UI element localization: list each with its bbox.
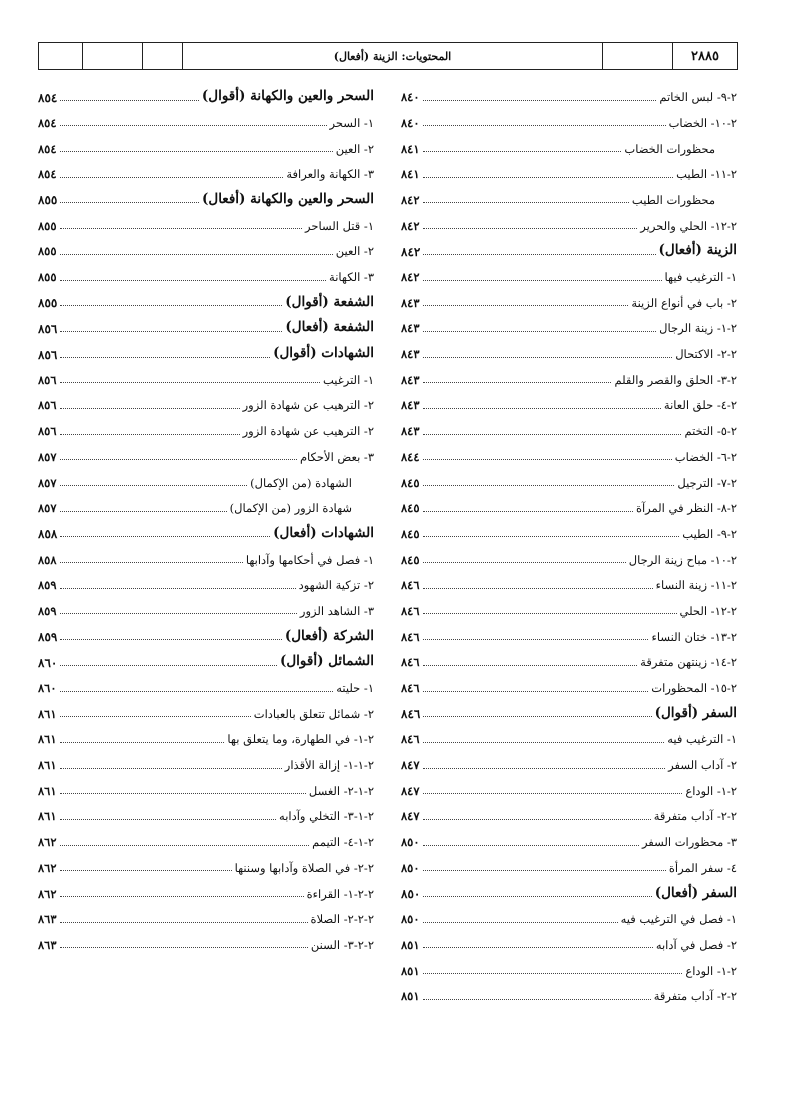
toc-entry bbox=[401, 540, 737, 566]
dot-leader bbox=[423, 382, 612, 383]
toc-entry-label: ٣- الكهانة bbox=[329, 270, 374, 284]
toc-entry bbox=[401, 926, 737, 952]
dot-leader bbox=[60, 896, 304, 897]
toc-entry-page: ٨٥٠ bbox=[401, 835, 420, 850]
toc-entry bbox=[38, 129, 374, 155]
toc-entry-label: محظورات الطيب bbox=[631, 192, 715, 207]
toc-entry bbox=[401, 849, 737, 875]
dot-leader bbox=[423, 305, 629, 306]
toc-entry bbox=[38, 592, 374, 618]
toc-entry-label: ١- الترغيب فيه bbox=[667, 732, 737, 747]
dot-leader bbox=[60, 177, 284, 178]
toc-entry bbox=[401, 438, 737, 464]
toc-entry-page: ٨٦٣ bbox=[38, 937, 57, 952]
toc-entry-label: ٢- العين bbox=[335, 244, 374, 259]
toc-entry-page: ٨٤٣ bbox=[401, 398, 420, 413]
dot-leader bbox=[60, 947, 308, 948]
toc-entry-label: ٢-١١- زينة النساء bbox=[655, 578, 737, 593]
toc-entry bbox=[38, 104, 374, 130]
toc-entry-label: ٢-١٣- ختان النساء bbox=[651, 629, 737, 644]
toc-entry-label: ٢- الترهيب عن شهادة الزور bbox=[242, 398, 374, 413]
toc-entry bbox=[401, 951, 737, 977]
toc-heading bbox=[401, 695, 737, 721]
toc-entry-page: ٨٥٠ bbox=[401, 887, 421, 901]
toc-entry bbox=[38, 206, 374, 232]
toc-entry-label: ٢- آداب السفر bbox=[668, 758, 737, 773]
toc-entry-label: ١- قتل الساحر bbox=[305, 218, 374, 233]
toc-entry bbox=[38, 746, 374, 772]
toc-entry bbox=[401, 309, 737, 335]
toc-heading bbox=[401, 232, 737, 258]
toc-entry-label: ٢-٥- التختم bbox=[684, 424, 737, 439]
toc-entry-page: ٨٤٦ bbox=[401, 603, 420, 618]
toc-entry-page: ٨٥٧ bbox=[38, 475, 57, 490]
dot-leader bbox=[423, 973, 683, 974]
toc-entry-page: ٨٥٤ bbox=[38, 167, 57, 182]
toc-entry-page: ٨٤٦ bbox=[401, 732, 420, 747]
toc-entry-label: الشمائل (أقوال) bbox=[279, 653, 374, 670]
toc-entry-page: ٨٤٧ bbox=[401, 783, 420, 798]
dot-leader bbox=[423, 819, 651, 820]
dot-leader bbox=[423, 331, 657, 332]
dot-leader bbox=[60, 151, 333, 152]
toc-entry-label: ٢-٢-١- القراءة bbox=[306, 886, 374, 901]
toc-entry bbox=[401, 129, 737, 155]
toc-entry-label: ١- الترغيب bbox=[322, 372, 374, 387]
dot-leader bbox=[60, 588, 296, 589]
page-number: ٢٨٨٥ bbox=[691, 48, 719, 64]
toc-entry-page: ٨٦٢ bbox=[38, 860, 57, 875]
toc-entry-page: ٨٥٤ bbox=[38, 115, 57, 130]
toc-entry-label: ٢-٧- الترجيل bbox=[677, 475, 737, 490]
page-header bbox=[38, 42, 738, 70]
toc-entry-page: ٨٤٥ bbox=[401, 475, 420, 490]
dot-leader bbox=[60, 511, 227, 512]
toc-entry-label: ٢-٢- آداب متفرقة bbox=[653, 809, 737, 824]
dot-leader bbox=[423, 716, 651, 717]
toc-entry bbox=[401, 592, 737, 618]
toc-entry-label: ٢-١- الوداع bbox=[685, 783, 737, 798]
toc-entry-label: ١- حليته bbox=[336, 681, 374, 695]
toc-entry-page: ٨٤١ bbox=[401, 167, 420, 182]
toc-entry-label: ٣- محظورات السفر bbox=[641, 835, 737, 850]
toc-column-right bbox=[401, 78, 737, 1003]
dot-leader bbox=[423, 768, 666, 769]
toc-entry-page: ٨٤٦ bbox=[401, 629, 420, 644]
dot-leader bbox=[423, 639, 649, 640]
toc-entry-label: محظورات الخضاب bbox=[624, 141, 715, 156]
toc-entry bbox=[38, 720, 374, 746]
toc-entry-label: شهادة الزور (من الإكمال) bbox=[229, 501, 352, 516]
toc-entry bbox=[401, 463, 737, 489]
dot-leader bbox=[60, 665, 277, 666]
dot-leader bbox=[423, 100, 657, 101]
toc-entry-label: ٢-١٠- مباح زينة الرجال bbox=[628, 552, 737, 567]
toc-entry-label: ٢- باب في أنواع الزينة bbox=[631, 295, 737, 310]
toc-entry bbox=[401, 643, 737, 669]
dot-leader bbox=[60, 562, 243, 563]
toc-entry bbox=[38, 463, 374, 489]
dot-leader bbox=[423, 434, 682, 435]
toc-entry-page: ٨٥١ bbox=[401, 989, 420, 1004]
toc-entry bbox=[38, 540, 374, 566]
toc-entry-label: السفر (أفعال) bbox=[654, 884, 737, 901]
dot-leader bbox=[60, 280, 327, 281]
toc-entry-page: ٨٤٣ bbox=[401, 295, 420, 310]
toc-entry bbox=[38, 823, 374, 849]
toc-entry-page: ٨٥٦ bbox=[38, 424, 57, 439]
toc-entry-page: ٨٦١ bbox=[38, 758, 57, 773]
toc-entry-label: الشفعة (أقوال) bbox=[285, 293, 374, 310]
toc-entry-page: ٨٦٢ bbox=[38, 835, 57, 850]
toc-entry-page: ٨٤٦ bbox=[401, 707, 421, 722]
dot-leader bbox=[60, 922, 308, 923]
toc-entry-label: ١- السحر bbox=[329, 115, 374, 130]
toc-entry bbox=[38, 386, 374, 412]
dot-leader bbox=[423, 177, 674, 178]
toc-entry-page: ٨٤٧ bbox=[401, 809, 420, 824]
dot-leader bbox=[423, 202, 629, 203]
dot-leader bbox=[60, 716, 251, 717]
toc-entry-label: ٢-١٢- الحلي bbox=[679, 603, 737, 618]
dot-leader bbox=[423, 947, 653, 948]
dot-leader bbox=[423, 511, 633, 512]
dot-leader bbox=[423, 999, 651, 1000]
header-cell bbox=[603, 43, 673, 69]
toc-entry-page: ٨٥٦ bbox=[38, 372, 57, 387]
dot-leader bbox=[60, 254, 333, 255]
dot-leader bbox=[60, 357, 270, 358]
toc-entry-page: ٨٦١ bbox=[38, 706, 57, 721]
dot-leader bbox=[60, 100, 199, 101]
toc-entry bbox=[38, 412, 374, 438]
toc-entry-page: ٨٤١ bbox=[401, 141, 420, 156]
toc-entry-page: ٨٥٥ bbox=[38, 193, 58, 208]
toc-entry-label: ٢-١-٣- التخلي وآدابه bbox=[279, 809, 374, 824]
dot-leader bbox=[60, 613, 297, 614]
dot-leader bbox=[60, 768, 282, 769]
toc-entry-page: ٨٦١ bbox=[38, 809, 57, 824]
toc-entry bbox=[401, 515, 737, 541]
dot-leader bbox=[60, 536, 270, 537]
toc-entry-page: ٨٥٦ bbox=[38, 347, 58, 362]
dot-leader bbox=[423, 254, 655, 255]
toc-entry-page: ٨٥٩ bbox=[38, 578, 57, 593]
toc-entry-page: ٨٥١ bbox=[401, 937, 420, 952]
toc-entry bbox=[38, 926, 374, 952]
toc-entry-label: ٢-٣- الحلق والقصر والقلم bbox=[614, 372, 737, 387]
toc-entry-page: ٨٤٣ bbox=[401, 372, 420, 387]
toc-entry bbox=[38, 232, 374, 258]
toc-heading bbox=[401, 874, 737, 900]
dot-leader bbox=[60, 639, 282, 640]
toc-entry-page: ٨٤٥ bbox=[401, 526, 420, 541]
toc-entry-page: ٨٦١ bbox=[38, 732, 57, 747]
toc-entry-page: ٨٥٩ bbox=[38, 630, 58, 645]
dot-leader bbox=[423, 691, 649, 692]
toc-entry-label: ٣- بعض الأحكام bbox=[299, 449, 374, 464]
toc-entry-page: ٨٥٤ bbox=[38, 141, 57, 156]
toc-entry bbox=[401, 361, 737, 387]
toc-entry-page: ٨٥٥ bbox=[38, 296, 58, 311]
toc-entry-page: ٨٥٥ bbox=[38, 270, 57, 284]
toc-entry bbox=[401, 977, 737, 1003]
toc-entry-label: ٢-١- زينة الرجال bbox=[659, 321, 737, 336]
toc-entry bbox=[38, 566, 374, 592]
toc-entry bbox=[401, 617, 737, 643]
toc-entry-page: ٨٥٨ bbox=[38, 552, 57, 567]
dot-leader bbox=[423, 742, 665, 743]
toc-entry-label: ٢-٢-٢- الصلاة bbox=[310, 912, 374, 927]
toc-entry-label: ٢- الترهيب عن شهادة الزور bbox=[242, 424, 374, 439]
toc-entry bbox=[401, 489, 737, 515]
toc-entry-page: ٨٤٠ bbox=[401, 90, 420, 105]
dot-leader bbox=[423, 562, 626, 563]
toc-entry bbox=[38, 900, 374, 926]
dot-leader bbox=[60, 305, 282, 306]
toc-entry-label: ١- فصل في أحكامها وآدابها bbox=[245, 552, 374, 567]
toc-entry bbox=[38, 849, 374, 875]
toc-entry-label: ٤- سفر المرأة bbox=[668, 860, 737, 875]
toc-entry-page: ٨٥٧ bbox=[38, 501, 57, 516]
toc-entry-label: ٢-٩- لبس الخاتم bbox=[659, 90, 737, 105]
toc-entry-label: ٢-٢- الاكتحال bbox=[675, 347, 737, 362]
toc-entry-label: ٢-١- في الطهارة، وما يتعلق بها bbox=[227, 732, 374, 747]
toc-entry-label: ٢-١-٢- الغسل bbox=[308, 783, 374, 798]
toc-entry-label: ٢- فصل في آدابه bbox=[655, 937, 737, 952]
dot-leader bbox=[60, 742, 225, 743]
toc-entry-label: ٢-١٢- الحلي والحرير bbox=[640, 218, 737, 233]
toc-entry-page: ٨٦٠ bbox=[38, 655, 58, 670]
toc-entry bbox=[401, 900, 737, 926]
toc-entry-page: ٨٤٠ bbox=[401, 115, 420, 130]
dot-leader bbox=[423, 125, 666, 126]
dot-leader bbox=[60, 434, 240, 435]
toc-entry bbox=[38, 695, 374, 721]
toc-entry bbox=[401, 412, 737, 438]
dot-leader bbox=[423, 485, 675, 486]
toc-entry-page: ٨٤٣ bbox=[401, 347, 420, 362]
toc-entry-label: ٢-١٠- الخضاب bbox=[668, 115, 737, 130]
toc-entry-page: ٨٥٤ bbox=[38, 90, 58, 105]
toc-entry-page: ٨٦١ bbox=[38, 783, 57, 798]
toc-entry bbox=[401, 720, 737, 746]
toc-heading bbox=[38, 78, 374, 104]
toc-entry-label: الشهادة (من الإكمال) bbox=[250, 475, 352, 490]
toc-entry-label: الشهادات (أفعال) bbox=[273, 524, 374, 541]
dot-leader bbox=[60, 793, 306, 794]
toc-entry bbox=[38, 361, 374, 387]
toc-entry-page: ٨٥٦ bbox=[38, 321, 58, 336]
toc-entry-label: ٢- العين bbox=[335, 141, 374, 156]
dot-leader bbox=[60, 691, 334, 692]
toc-entry-label: ٢-١-١- إزالة الأقذار bbox=[284, 758, 374, 773]
toc-entry-page: ٨٤٦ bbox=[401, 681, 420, 695]
toc-entry bbox=[401, 797, 737, 823]
toc-entry-label: ١- الترغيب فيها bbox=[664, 270, 737, 284]
dot-leader bbox=[423, 613, 677, 614]
toc-entry-label: الشركة (أفعال) bbox=[284, 627, 374, 644]
dot-leader bbox=[60, 228, 302, 229]
toc-entry-label: ٢- تزكية الشهود bbox=[298, 578, 374, 593]
toc-entry-label: ٣- الكهانة والعرافة bbox=[286, 167, 374, 182]
toc-entry-label: ٢-١١- الطيب bbox=[676, 167, 737, 182]
dot-leader bbox=[60, 485, 248, 486]
toc-entry-label: ٢-٨- النظر في المرآة bbox=[635, 501, 737, 516]
toc-entry-label: ٢-٩- الطيب bbox=[682, 526, 737, 541]
toc-entry bbox=[38, 489, 374, 515]
toc-entry-label: ٢-١٤- زينتهن متفرقة bbox=[640, 655, 737, 670]
toc-heading bbox=[38, 515, 374, 541]
toc-entry-page: ٨٤٥ bbox=[401, 501, 420, 516]
header-cell bbox=[39, 43, 83, 69]
toc-entry-label: ١- فصل في الترغيب فيه bbox=[620, 912, 737, 927]
toc-entry bbox=[401, 78, 737, 104]
dot-leader bbox=[423, 845, 639, 846]
toc-entry-page: ٨٤٣ bbox=[401, 424, 420, 439]
dot-leader bbox=[60, 870, 232, 871]
dot-leader bbox=[423, 357, 673, 358]
toc-entry-page: ٨٤٢ bbox=[401, 192, 420, 207]
toc-entry bbox=[401, 772, 737, 798]
toc-column-left bbox=[38, 78, 374, 951]
toc-entry bbox=[38, 772, 374, 798]
toc-entry-page: ٨٤٥ bbox=[401, 552, 420, 567]
dot-leader bbox=[423, 793, 683, 794]
toc-heading bbox=[38, 617, 374, 643]
toc-entry-label: ٣- الشاهد الزور bbox=[299, 603, 374, 618]
toc-entry-label: ٢-٤- حلق العانة bbox=[663, 398, 737, 413]
toc-entry bbox=[401, 669, 737, 695]
toc-entry-label: ٢-٢-٣- السنن bbox=[310, 937, 374, 952]
toc-entry bbox=[401, 823, 737, 849]
toc-entry-label: ٢-١- الوداع bbox=[685, 963, 737, 978]
toc-entry-label: ٢-١٥- المحظورات bbox=[651, 681, 737, 695]
toc-entry-label: الزينة (أفعال) bbox=[658, 242, 737, 259]
toc-entry bbox=[401, 746, 737, 772]
dot-leader bbox=[60, 845, 310, 846]
dot-leader bbox=[423, 151, 622, 152]
toc-entry bbox=[401, 206, 737, 232]
toc-entry-page: ٨٥٥ bbox=[38, 244, 57, 259]
toc-entry-page: ٨٥٩ bbox=[38, 603, 57, 618]
toc-entry bbox=[38, 438, 374, 464]
dot-leader bbox=[60, 819, 277, 820]
dot-leader bbox=[423, 665, 638, 666]
header-title: المحتويات: الزينة (أفعال) bbox=[183, 43, 603, 69]
dot-leader bbox=[423, 922, 618, 923]
toc-entry-label: السحر والعين والكهانة (أفعال) bbox=[202, 190, 374, 207]
dot-leader bbox=[60, 125, 327, 126]
toc-entry bbox=[38, 155, 374, 181]
toc-heading bbox=[38, 181, 374, 207]
toc-entry-label: الشفعة (أفعال) bbox=[285, 319, 374, 336]
dot-leader bbox=[423, 588, 653, 589]
dot-leader bbox=[423, 408, 661, 409]
toc-heading bbox=[38, 284, 374, 310]
toc-entry-page: ٨٤٧ bbox=[401, 758, 420, 773]
dot-leader bbox=[423, 536, 680, 537]
toc-entry bbox=[38, 669, 374, 695]
dot-leader bbox=[60, 331, 282, 332]
toc-entry-page: ٨٥٠ bbox=[401, 860, 420, 875]
toc-entry-label: السحر والعين والكهانة (أقوال) bbox=[201, 88, 374, 105]
toc-entry-page: ٨٤٣ bbox=[401, 321, 420, 336]
toc-entry-page: ٨٥٠ bbox=[401, 912, 420, 927]
toc-entry-label: ٢-٦- الخضاب bbox=[674, 449, 737, 464]
dot-leader bbox=[423, 896, 651, 897]
toc-entry-page: ٨٦٠ bbox=[38, 681, 57, 695]
toc-entry-page: ٨٥١ bbox=[401, 963, 420, 978]
toc-entry-page: ٨٦٣ bbox=[38, 912, 57, 927]
dot-leader bbox=[60, 408, 240, 409]
toc-entry-label: الشهادات (أقوال) bbox=[273, 345, 374, 362]
toc-entry-label: ٢-٢- في الصلاة وآدابها وسننها bbox=[234, 860, 374, 875]
toc-entry-page: ٨٥٥ bbox=[38, 218, 57, 233]
toc-entry-page: ٨٤٢ bbox=[401, 270, 420, 284]
toc-entry bbox=[38, 797, 374, 823]
toc-entry-label: ٢-٢- آداب متفرقة bbox=[653, 989, 737, 1004]
toc-entry-page: ٨٥٧ bbox=[38, 449, 57, 464]
toc-entry bbox=[401, 284, 737, 310]
toc-entry-label: السفر (أقوال) bbox=[654, 704, 737, 721]
toc-entry-page: ٨٦٢ bbox=[38, 886, 57, 901]
toc-entry bbox=[38, 874, 374, 900]
toc-entry-page: ٨٥٨ bbox=[38, 527, 58, 542]
toc-entry-label: ٢-١-٤- التيمم bbox=[312, 835, 374, 850]
toc-entry bbox=[401, 181, 737, 207]
toc-entry-label: ٢- شمائل تتعلق بالعبادات bbox=[253, 706, 374, 721]
toc-entry-page: ٨٤٤ bbox=[401, 449, 420, 464]
dot-leader bbox=[60, 202, 199, 203]
toc-heading bbox=[38, 335, 374, 361]
toc-entry bbox=[401, 104, 737, 130]
toc-entry bbox=[401, 566, 737, 592]
dot-leader bbox=[423, 228, 638, 229]
toc-entry bbox=[401, 258, 737, 284]
toc-entry-page: ٨٤٦ bbox=[401, 655, 420, 670]
toc-entry-page: ٨٤٦ bbox=[401, 578, 420, 593]
toc-entry-page: ٨٥٦ bbox=[38, 398, 57, 413]
dot-leader bbox=[423, 280, 662, 281]
toc-entry-page: ٨٤٢ bbox=[401, 218, 420, 233]
toc-entry bbox=[401, 155, 737, 181]
toc-heading bbox=[38, 643, 374, 669]
toc-entry bbox=[401, 335, 737, 361]
dot-leader bbox=[60, 382, 320, 383]
toc-entry bbox=[401, 386, 737, 412]
toc-entry-page: ٨٤٢ bbox=[401, 244, 421, 259]
dot-leader bbox=[423, 459, 672, 460]
toc-entry bbox=[38, 258, 374, 284]
header-cell bbox=[143, 43, 183, 69]
header-cell bbox=[83, 43, 143, 69]
toc-heading bbox=[38, 309, 374, 335]
dot-leader bbox=[60, 459, 297, 460]
dot-leader bbox=[423, 870, 666, 871]
